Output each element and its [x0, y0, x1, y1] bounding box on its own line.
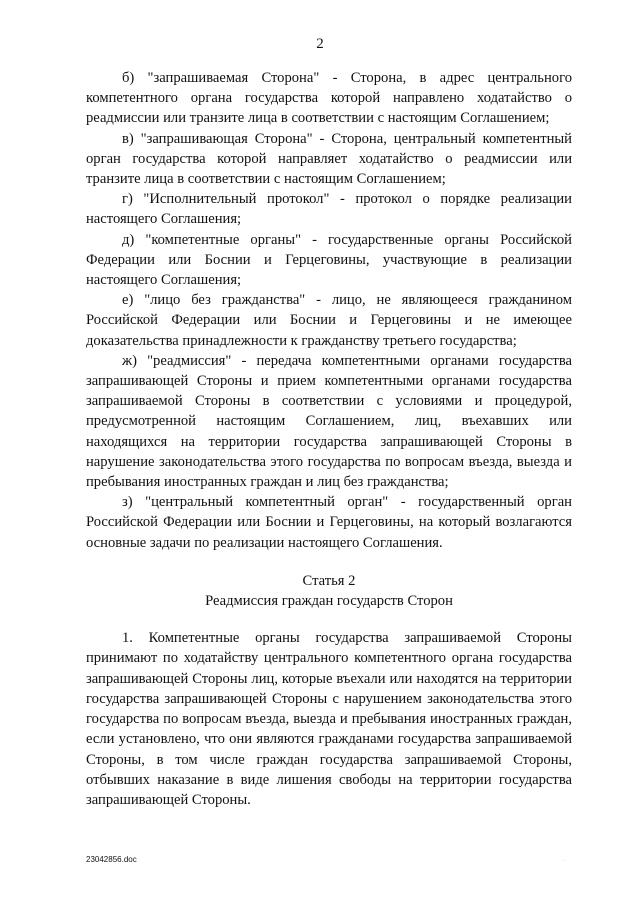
page-number: 2	[316, 36, 324, 52]
article-heading	[86, 571, 572, 611]
definition-e: е) "лицо без гражданства" - лицо, не являющееся гражданином Российской Федерации или Боснии и Герцеговины и не имеющее доказательства принадлежности к гражданству третьего государства;	[86, 292, 572, 349]
article-title: Реадмиссия граждан государств Сторон	[205, 593, 453, 610]
article-paragraph-1: 1. Компетентные органы государства запрашиваемой Стороны принимают по ходатайству центрального компетентного органа государства запрашивающей Стороны лиц, которые въехали или находятся на территории государства запрашивающей Стороны с нарушением законодательства этого государства по вопросам въезда, выезда и пребывания иностранных граждан, если установлено, что они являются гражданами государства запрашиваемой Стороны, в том числе граждан государства запрашиваемой Стороны, отбывших наказание в виде лишения свободы на территории государства запрашивающей Стороны.	[86, 630, 572, 808]
document-body	[86, 68, 572, 810]
definition-z: з) "центральный компетентный орган" - государственный орган Российской Федерации или Боснии и Герцеговины, на который возлагаются основные задачи по реализации настоящего Соглашения.	[86, 494, 572, 551]
document-filename: 23042856.doc	[86, 855, 137, 864]
article-number: Статья 2	[302, 572, 356, 589]
definition-b: б) "запрашиваемая Сторона" - Сторона, в адрес центрального компетентного органа государства которой направлено ходатайство о реадмиссии или транзите лица в соответствии с настоящим Соглашением;	[86, 70, 572, 127]
definition-d: д) "компетентные органы" - государственные органы Российской Федерации или Боснии и Герцеговины, участвующие в реализации настоящего Соглашения;	[86, 231, 572, 289]
definition-zh: ж) "реадмиссия" - передача компетентными органами государства запрашивающей Стороны и прием компетентными органами государства запрашиваемой Стороны в соответствии с условиями и процедурой, предусмотренной настоящим Соглашением, лиц, въехавших или находящихся на территории государства запрашивающей Стороны в нарушение законодательства этого государства по вопросам въезда, выезда и пребывания иностранных граждан и лиц без гражданства;	[86, 352, 572, 491]
scan-mark: ·	[563, 858, 565, 864]
definition-g: г) "Исполнительный протокол" - протокол о порядке реализации настоящего Соглашения;	[86, 191, 572, 228]
definition-v: в) "запрашивающая Сторона" - Сторона, центральный компетентный орган государства которой направляет ходатайство о реадмиссии или транзите лица в соответствии с настоящим Соглашением;	[86, 130, 572, 188]
